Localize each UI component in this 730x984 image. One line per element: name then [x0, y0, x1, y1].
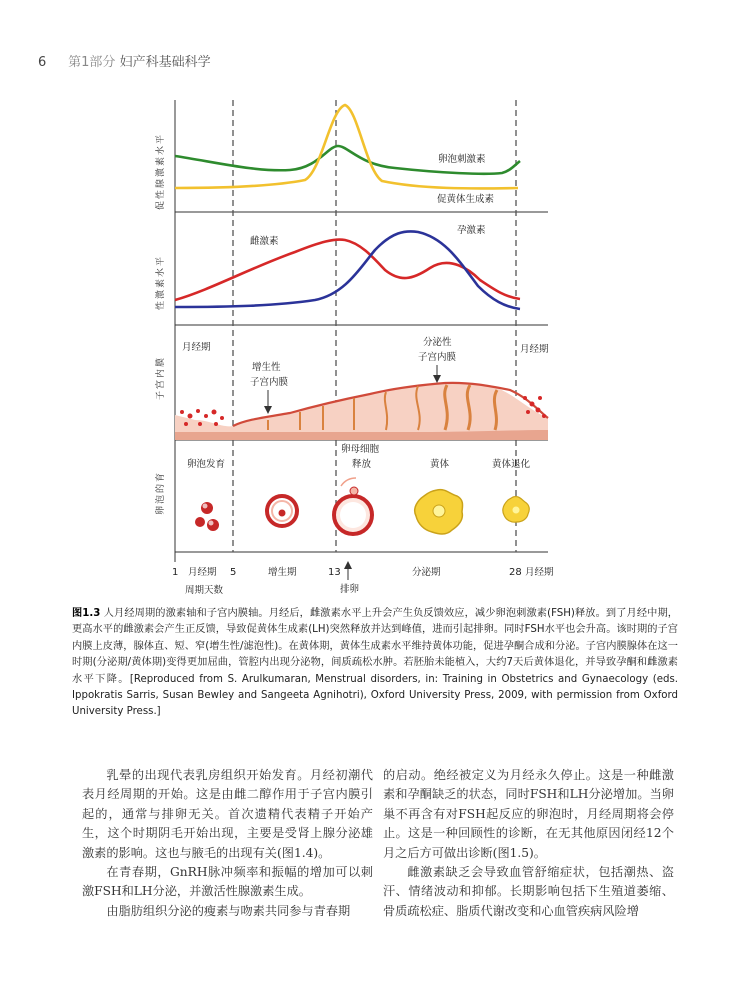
antral-follicle	[267, 496, 297, 526]
figure-number: 图1.3	[72, 608, 101, 619]
phase-proliferative: 增生期	[268, 567, 297, 578]
estrogen-label: 雌激素	[250, 236, 279, 247]
debris-dot	[526, 410, 530, 414]
follicle-highlight	[209, 521, 214, 526]
regressing-luteum-center	[513, 507, 520, 514]
paragraph: 由脂肪组织分泌的瘦素与吻素共同参与青春期	[106, 903, 351, 918]
secretory-label-2: 子宫内膜	[418, 352, 457, 363]
menses-left-label: 月经期	[182, 342, 211, 353]
follicle-highlight	[203, 504, 208, 509]
phase-secretory: 分泌期	[412, 567, 441, 578]
follicle-axis-label: 卵泡的育	[156, 470, 166, 515]
release-arc	[341, 478, 356, 486]
ovulation-label-2: 释放	[352, 459, 372, 470]
section-label: 第1部分	[68, 55, 116, 70]
proliferative-label-2: 子宫内膜	[250, 377, 289, 388]
debris-dot	[523, 396, 527, 400]
gonadotropin-axis-label: 促性腺激素水平	[156, 132, 166, 210]
progesterone-label: 孕激素	[457, 225, 486, 236]
paragraph: 的启动。绝经被定义为月经永久停止。这是一种雌激素和孕酮缺乏的状态，同时FSH和LH分泌增加。当卵巢不再含有对FSH起反应的卵泡时，月经周期将会停止。这是一种回顾性的诊断，在无其他原因闭经12个月之后方可做出诊断(图1.5)。	[383, 768, 674, 860]
debris-dot	[212, 410, 217, 415]
body-column-right	[383, 766, 674, 921]
proliferative-arrowhead	[264, 406, 272, 414]
page-number: 6	[38, 55, 47, 70]
corpus-luteum-center	[433, 505, 445, 517]
phase-menses-right: 月经期	[525, 567, 554, 578]
figure-caption	[72, 606, 678, 721]
corpus-luteum	[415, 490, 463, 534]
book-title: 妇产科基础科学	[119, 55, 211, 70]
ovarian-hormone-axis-label: 性激素水平	[156, 254, 166, 310]
small-follicle	[207, 519, 219, 531]
body-column-left	[82, 766, 373, 921]
secretory-arrowhead	[433, 375, 441, 383]
paragraph: 乳晕的出现代表乳房组织开始发育。月经初潮代表月经周期的开始。这是由雌二醇作用于子宫内膜引起的，通常与排卵无关。首次遗精代表精子开始产生，这个时期阴毛开始出现，主要是受肾上腺分泌雄激素的影响。这也与腋毛的出现有关(图1.4)。	[82, 768, 373, 860]
debris-dot	[188, 414, 193, 419]
ovulation-axis-label: 排卵	[340, 584, 360, 595]
proliferative-label-1: 增生性	[252, 362, 281, 373]
lh-curve	[175, 105, 518, 188]
debris-dot	[198, 422, 202, 426]
cycle-days-label: 周期天数	[185, 585, 224, 596]
estrogen-curve	[175, 240, 520, 301]
endometrium-axis-label: 子宫内膜	[156, 355, 166, 400]
tick-day-13: 13	[328, 567, 341, 578]
paragraph: 雌激素缺乏会导致血管舒缩症状，包括潮热、盗汗、情绪波动和抑郁。长期影响包括下生殖道萎缩、骨质疏松症、脂质代谢改变和心血管疾病风险增	[383, 865, 674, 918]
caption-text: 人月经周期的激素轴和子宫内膜轴。月经后，雌激素水平上升会产生负反馈效应，减少卵泡刺激素(FSH)释放。到了月经中期，更高水平的雌激素会产生正反馈，导致促黄体生成素(LH)突然释放并达到峰值，进而引起排卵。同时FSH水平也会升高。该时期的子宫内膜上皮薄，腺体直、短、窄(增生性/滤泡性)。在黄体期，黄体生成素水平维持黄体功能，促进孕酮合成和分泌。子宫内膜腺体在这一时期(分泌期/黄体期)变得更加屈曲，管腔内出现分泌物，间质疏松水肿。若胚胎未能植入，大约7天后黄体退化，并导致孕酮和雌激素水平下降。[Reproduced from S. Arulkumaran, Menstrual disorders, in: Training in Obstetrics and Gynaecology (eds. Ippokratis Sarris, Susan Bewley and Sangeeta Agnihotri), Oxford University Press, 2009, with permission from Oxford University Press.]	[72, 608, 678, 718]
debris-dot	[180, 410, 184, 414]
debris-dot	[220, 416, 224, 420]
ovulating-follicle	[334, 478, 372, 534]
debris-dot	[184, 422, 188, 426]
small-follicle	[195, 517, 205, 527]
fsh-label: 卵泡刺激素	[438, 154, 486, 165]
corpus-luteum-label: 黄体	[430, 459, 450, 470]
ovulation-arrowhead	[344, 561, 352, 569]
ovulation-label-1: 卵母细胞	[341, 444, 380, 455]
debris-dot	[214, 422, 218, 426]
menses-right-label: 月经期	[520, 344, 549, 355]
luteal-regression-label: 黄体退化	[492, 459, 531, 470]
debris-dot	[538, 396, 542, 400]
follicle-development-label: 卵泡发育	[187, 459, 226, 470]
tick-day-5: 5	[230, 567, 237, 578]
small-follicle	[201, 502, 213, 514]
small-follicles	[195, 502, 219, 531]
debris-dot	[204, 414, 208, 418]
paragraph: 在青春期，GnRH脉冲频率和振幅的增加可以刺激FSH和LH分泌，并激活性腺激素生成。	[82, 865, 373, 899]
tick-day-28: 28	[509, 567, 522, 578]
oocyte	[279, 510, 286, 517]
debris-dot	[196, 409, 200, 413]
released-oocyte	[350, 487, 358, 495]
tick-day-1: 1	[172, 567, 179, 578]
debris-dot	[536, 408, 541, 413]
ovulating-follicle-cavity	[340, 502, 366, 528]
lh-label: 促黄体生成素	[437, 194, 495, 205]
debris-dot	[530, 402, 535, 407]
phase-menses-left: 月经期	[188, 567, 217, 578]
corpus-albicans	[503, 497, 529, 523]
secretory-label-1: 分泌性	[423, 337, 452, 348]
debris-dot	[542, 414, 546, 418]
